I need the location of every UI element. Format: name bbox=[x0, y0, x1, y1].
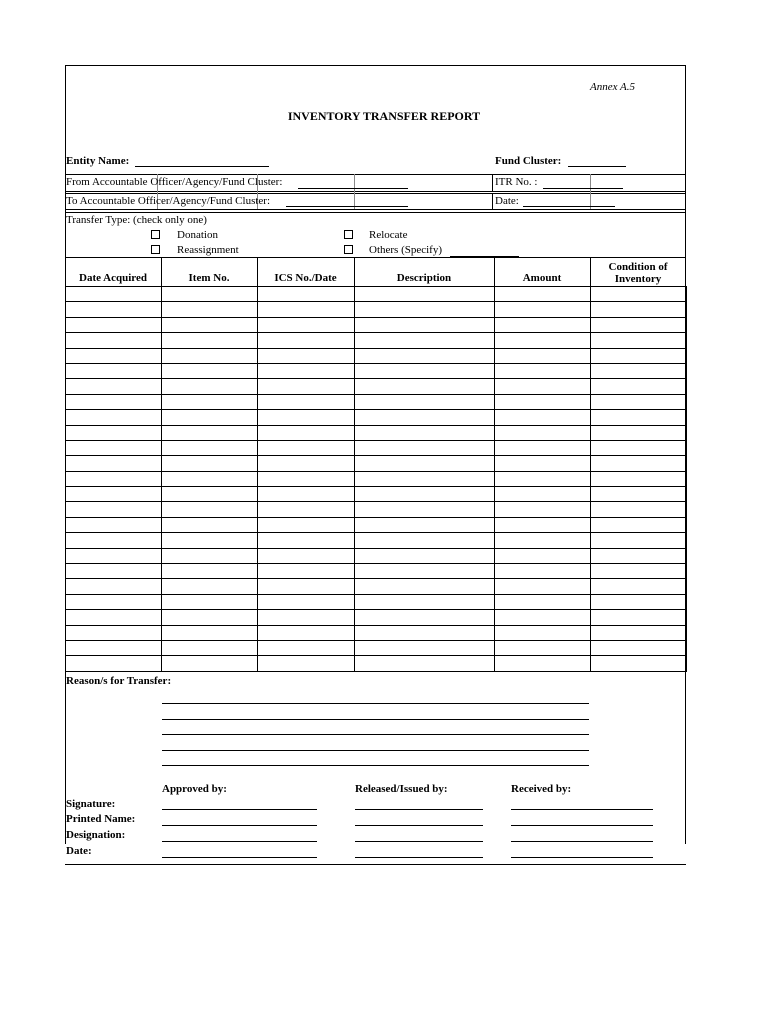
table-cell[interactable] bbox=[495, 487, 591, 502]
table-cell[interactable] bbox=[495, 517, 591, 532]
table-cell[interactable] bbox=[162, 363, 258, 378]
table-cell[interactable] bbox=[162, 348, 258, 363]
from-row-top bbox=[65, 174, 686, 175]
table-cell[interactable] bbox=[258, 625, 355, 640]
table-cell[interactable] bbox=[258, 548, 355, 563]
table-row bbox=[66, 487, 687, 502]
others-checkbox[interactable] bbox=[344, 245, 353, 254]
top-border bbox=[65, 65, 686, 66]
reason-line-5[interactable] bbox=[162, 765, 589, 766]
table-cell[interactable] bbox=[162, 440, 258, 455]
table-row bbox=[66, 287, 687, 302]
received-signature-field[interactable] bbox=[511, 809, 653, 810]
table-cell[interactable] bbox=[591, 379, 687, 394]
table-cell[interactable] bbox=[591, 548, 687, 563]
approved-date-field[interactable] bbox=[162, 857, 317, 858]
table-cell[interactable] bbox=[591, 502, 687, 517]
table-cell[interactable] bbox=[162, 287, 258, 302]
table-cell[interactable] bbox=[355, 287, 495, 302]
table-cell[interactable] bbox=[591, 625, 687, 640]
table-row bbox=[66, 564, 687, 579]
table-cell[interactable] bbox=[66, 579, 162, 594]
table-cell[interactable] bbox=[495, 425, 591, 440]
table-cell[interactable] bbox=[495, 502, 591, 517]
table-cell[interactable] bbox=[66, 302, 162, 317]
table-cell[interactable] bbox=[355, 394, 495, 409]
table-cell[interactable] bbox=[258, 517, 355, 532]
table-cell[interactable] bbox=[495, 333, 591, 348]
table-cell[interactable] bbox=[258, 471, 355, 486]
released-designation-field[interactable] bbox=[355, 841, 483, 842]
table-cell[interactable] bbox=[162, 471, 258, 486]
table-row bbox=[66, 656, 687, 671]
table-cell[interactable] bbox=[495, 317, 591, 332]
table-cell[interactable] bbox=[355, 517, 495, 532]
table-cell[interactable] bbox=[355, 579, 495, 594]
table-cell[interactable] bbox=[66, 594, 162, 609]
table-cell[interactable] bbox=[355, 548, 495, 563]
table-cell[interactable] bbox=[258, 348, 355, 363]
table-cell[interactable] bbox=[495, 594, 591, 609]
table-cell[interactable] bbox=[162, 302, 258, 317]
table-cell[interactable] bbox=[162, 333, 258, 348]
table-cell[interactable] bbox=[162, 317, 258, 332]
table-row bbox=[66, 456, 687, 471]
table-cell[interactable] bbox=[162, 548, 258, 563]
table-cell[interactable] bbox=[495, 302, 591, 317]
col-condition: Condition of Inventory bbox=[608, 261, 668, 285]
table-cell[interactable] bbox=[591, 440, 687, 455]
table-cell[interactable] bbox=[591, 287, 687, 302]
col-amount: Amount bbox=[522, 272, 562, 284]
table-cell[interactable] bbox=[66, 394, 162, 409]
table-cell[interactable] bbox=[258, 425, 355, 440]
table-cell[interactable] bbox=[355, 348, 495, 363]
table-cell[interactable] bbox=[162, 517, 258, 532]
table-row bbox=[66, 517, 687, 532]
table-cell[interactable] bbox=[162, 456, 258, 471]
table-row bbox=[66, 533, 687, 548]
fund-cluster-field[interactable] bbox=[568, 166, 626, 167]
table-cell[interactable] bbox=[495, 548, 591, 563]
table-cell[interactable] bbox=[591, 317, 687, 332]
approved-printed-name-field[interactable] bbox=[162, 825, 317, 826]
table-cell[interactable] bbox=[162, 656, 258, 671]
relocate-label: Relocate bbox=[369, 229, 408, 241]
released-by-label: Released/Issued by: bbox=[355, 783, 448, 795]
table-cell[interactable] bbox=[66, 456, 162, 471]
col-tick-4 bbox=[590, 174, 591, 209]
table-cell[interactable] bbox=[258, 610, 355, 625]
hdr-div-1 bbox=[161, 257, 162, 287]
inventory-table-body bbox=[66, 287, 687, 672]
reason-line-4[interactable] bbox=[162, 750, 589, 751]
table-cell[interactable] bbox=[162, 533, 258, 548]
table-cell[interactable] bbox=[495, 579, 591, 594]
table-cell[interactable] bbox=[591, 425, 687, 440]
table-row bbox=[66, 410, 687, 425]
received-designation-field[interactable] bbox=[511, 841, 653, 842]
table-cell[interactable] bbox=[591, 533, 687, 548]
table-cell[interactable] bbox=[258, 456, 355, 471]
table-cell[interactable] bbox=[591, 610, 687, 625]
to-row-top bbox=[65, 193, 686, 194]
table-cell[interactable] bbox=[162, 625, 258, 640]
table-cell[interactable] bbox=[66, 471, 162, 486]
table-cell[interactable] bbox=[66, 564, 162, 579]
table-cell[interactable] bbox=[162, 640, 258, 655]
printed-name-label: Printed Name: bbox=[66, 813, 136, 825]
table-cell[interactable] bbox=[66, 533, 162, 548]
hdr-div-5 bbox=[590, 257, 591, 287]
table-row bbox=[66, 471, 687, 486]
table-cell[interactable] bbox=[66, 610, 162, 625]
date-field[interactable] bbox=[523, 206, 615, 207]
table-cell[interactable] bbox=[258, 394, 355, 409]
donation-checkbox[interactable] bbox=[151, 230, 160, 239]
table-cell[interactable] bbox=[162, 394, 258, 409]
table-cell[interactable] bbox=[495, 379, 591, 394]
table-cell[interactable] bbox=[258, 287, 355, 302]
transfer-type-label: Transfer Type: (check only one) bbox=[66, 214, 207, 226]
reason-label: Reason/s for Transfer: bbox=[66, 675, 172, 687]
released-date-field[interactable] bbox=[355, 857, 483, 858]
table-cell[interactable] bbox=[258, 533, 355, 548]
table-cell[interactable] bbox=[495, 656, 591, 671]
table-cell[interactable] bbox=[162, 502, 258, 517]
entity-name-label: Entity Name: bbox=[66, 155, 130, 167]
table-cell[interactable] bbox=[258, 333, 355, 348]
sig-date-label: Date: bbox=[66, 845, 92, 857]
table-cell[interactable] bbox=[66, 487, 162, 502]
table-row bbox=[66, 348, 687, 363]
hdr-div-2 bbox=[257, 257, 258, 287]
col-date-acquired: Date Acquired bbox=[79, 272, 147, 284]
hdr-div-4 bbox=[494, 257, 495, 287]
to-row-bottom bbox=[65, 209, 686, 210]
table-cell[interactable] bbox=[591, 333, 687, 348]
table-cell[interactable] bbox=[66, 348, 162, 363]
table-cell[interactable] bbox=[495, 287, 591, 302]
table-cell[interactable] bbox=[591, 594, 687, 609]
table-cell[interactable] bbox=[162, 487, 258, 502]
table-cell[interactable] bbox=[355, 471, 495, 486]
table-cell[interactable] bbox=[66, 410, 162, 425]
table-cell[interactable] bbox=[258, 410, 355, 425]
table-cell[interactable] bbox=[591, 487, 687, 502]
table-cell[interactable] bbox=[258, 564, 355, 579]
table-cell[interactable] bbox=[591, 348, 687, 363]
table-cell[interactable] bbox=[162, 594, 258, 609]
table-cell[interactable] bbox=[495, 533, 591, 548]
table-row bbox=[66, 333, 687, 348]
table-row bbox=[66, 625, 687, 640]
table-cell[interactable] bbox=[162, 425, 258, 440]
table-cell[interactable] bbox=[66, 287, 162, 302]
table-cell[interactable] bbox=[355, 533, 495, 548]
page-title: INVENTORY TRANSFER REPORT bbox=[287, 109, 481, 123]
table-cell[interactable] bbox=[66, 363, 162, 378]
table-cell[interactable] bbox=[591, 410, 687, 425]
table-row bbox=[66, 379, 687, 394]
reassignment-label: Reassignment bbox=[177, 244, 239, 256]
transfer-type-top bbox=[65, 212, 686, 213]
table-cell[interactable] bbox=[355, 317, 495, 332]
table-cell[interactable] bbox=[355, 502, 495, 517]
table-cell[interactable] bbox=[495, 394, 591, 409]
table-row bbox=[66, 440, 687, 455]
table-cell[interactable] bbox=[495, 471, 591, 486]
table-row bbox=[66, 317, 687, 332]
to-label: To Accountable Officer/Agency/Fund Cluster: bbox=[66, 195, 271, 207]
table-cell[interactable] bbox=[495, 363, 591, 378]
itr-no-label: ITR No. : bbox=[495, 176, 538, 188]
hdr-div-3 bbox=[354, 257, 355, 287]
from-label: From Accountable Officer/Agency/Fund Cluster: bbox=[66, 176, 283, 188]
table-cell[interactable] bbox=[258, 487, 355, 502]
approved-designation-field[interactable] bbox=[162, 841, 317, 842]
table-cell[interactable] bbox=[66, 425, 162, 440]
to-divider bbox=[492, 193, 493, 209]
table-cell[interactable] bbox=[495, 440, 591, 455]
table-cell[interactable] bbox=[258, 440, 355, 455]
inventory-table bbox=[65, 286, 687, 672]
approved-by-label: Approved by: bbox=[162, 783, 227, 795]
table-cell[interactable] bbox=[66, 440, 162, 455]
table-cell[interactable] bbox=[355, 333, 495, 348]
table-cell[interactable] bbox=[66, 548, 162, 563]
table-row bbox=[66, 548, 687, 563]
table-cell[interactable] bbox=[591, 394, 687, 409]
table-cell[interactable] bbox=[258, 656, 355, 671]
table-cell[interactable] bbox=[355, 379, 495, 394]
table-cell[interactable] bbox=[162, 610, 258, 625]
from-row-bottom bbox=[65, 191, 686, 192]
table-cell[interactable] bbox=[355, 564, 495, 579]
table-cell[interactable] bbox=[495, 348, 591, 363]
table-cell[interactable] bbox=[355, 640, 495, 655]
approved-signature-field[interactable] bbox=[162, 809, 317, 810]
table-cell[interactable] bbox=[66, 379, 162, 394]
table-row bbox=[66, 610, 687, 625]
reassignment-checkbox[interactable] bbox=[151, 245, 160, 254]
bottom-rule bbox=[65, 864, 686, 865]
table-cell[interactable] bbox=[162, 379, 258, 394]
table-cell[interactable] bbox=[258, 502, 355, 517]
table-cell[interactable] bbox=[495, 456, 591, 471]
table-cell[interactable] bbox=[591, 656, 687, 671]
annex-label: Annex A.5 bbox=[590, 81, 636, 93]
table-cell[interactable] bbox=[591, 302, 687, 317]
table-cell[interactable] bbox=[355, 594, 495, 609]
others-label: Others (Specify) bbox=[369, 244, 443, 256]
col-tick-3 bbox=[354, 174, 355, 209]
col-ics-no-date: ICS No./Date bbox=[274, 272, 337, 284]
table-cell[interactable] bbox=[162, 410, 258, 425]
relocate-checkbox[interactable] bbox=[344, 230, 353, 239]
table-cell[interactable] bbox=[495, 640, 591, 655]
table-row bbox=[66, 594, 687, 609]
table-cell[interactable] bbox=[355, 610, 495, 625]
signature-label: Signature: bbox=[66, 798, 116, 810]
table-cell[interactable] bbox=[355, 363, 495, 378]
reason-line-1[interactable] bbox=[162, 703, 589, 704]
table-cell[interactable] bbox=[162, 564, 258, 579]
table-cell[interactable] bbox=[66, 625, 162, 640]
table-row bbox=[66, 302, 687, 317]
reason-line-2[interactable] bbox=[162, 719, 589, 720]
table-row bbox=[66, 502, 687, 517]
date-label: Date: bbox=[495, 195, 519, 207]
table-cell[interactable] bbox=[66, 640, 162, 655]
table-row bbox=[66, 640, 687, 655]
table-cell[interactable] bbox=[591, 456, 687, 471]
reason-line-3[interactable] bbox=[162, 734, 589, 735]
released-printed-name-field[interactable] bbox=[355, 825, 483, 826]
table-cell[interactable] bbox=[162, 579, 258, 594]
col-item-no: Item No. bbox=[188, 272, 230, 284]
received-date-field[interactable] bbox=[511, 857, 653, 858]
table-row bbox=[66, 425, 687, 440]
table-cell[interactable] bbox=[258, 363, 355, 378]
table-cell[interactable] bbox=[66, 502, 162, 517]
table-cell[interactable] bbox=[591, 640, 687, 655]
to-field[interactable] bbox=[286, 206, 408, 207]
table-cell[interactable] bbox=[355, 656, 495, 671]
received-by-label: Received by: bbox=[511, 783, 572, 795]
table-cell[interactable] bbox=[66, 517, 162, 532]
table-cell[interactable] bbox=[495, 625, 591, 640]
released-signature-field[interactable] bbox=[355, 809, 483, 810]
received-printed-name-field[interactable] bbox=[511, 825, 653, 826]
table-cell[interactable] bbox=[355, 487, 495, 502]
from-divider bbox=[492, 174, 493, 191]
table-cell[interactable] bbox=[591, 363, 687, 378]
designation-label: Designation: bbox=[66, 829, 126, 841]
table-cell[interactable] bbox=[591, 517, 687, 532]
table-cell[interactable] bbox=[258, 640, 355, 655]
col-description: Description bbox=[396, 272, 452, 284]
table-cell[interactable] bbox=[66, 333, 162, 348]
table-cell[interactable] bbox=[258, 579, 355, 594]
table-cell[interactable] bbox=[495, 564, 591, 579]
table-row bbox=[66, 579, 687, 594]
table-row bbox=[66, 394, 687, 409]
fund-cluster-label: Fund Cluster: bbox=[495, 155, 562, 167]
table-cell[interactable] bbox=[258, 302, 355, 317]
table-cell[interactable] bbox=[495, 410, 591, 425]
table-cell[interactable] bbox=[355, 302, 495, 317]
table-cell[interactable] bbox=[258, 594, 355, 609]
table-cell[interactable] bbox=[495, 610, 591, 625]
table-cell[interactable] bbox=[258, 379, 355, 394]
entity-name-field[interactable] bbox=[135, 166, 269, 167]
table-cell[interactable] bbox=[355, 410, 495, 425]
table-cell[interactable] bbox=[591, 471, 687, 486]
table-cell[interactable] bbox=[355, 425, 495, 440]
table-cell[interactable] bbox=[355, 456, 495, 471]
donation-label: Donation bbox=[177, 229, 218, 241]
table-cell[interactable] bbox=[591, 579, 687, 594]
table-row bbox=[66, 363, 687, 378]
table-cell[interactable] bbox=[355, 440, 495, 455]
table-cell[interactable] bbox=[66, 317, 162, 332]
from-field[interactable] bbox=[298, 188, 408, 189]
table-cell[interactable] bbox=[355, 625, 495, 640]
header-top bbox=[65, 257, 686, 258]
table-cell[interactable] bbox=[258, 317, 355, 332]
itr-no-field[interactable] bbox=[543, 188, 623, 189]
table-cell[interactable] bbox=[66, 656, 162, 671]
table-cell[interactable] bbox=[591, 564, 687, 579]
